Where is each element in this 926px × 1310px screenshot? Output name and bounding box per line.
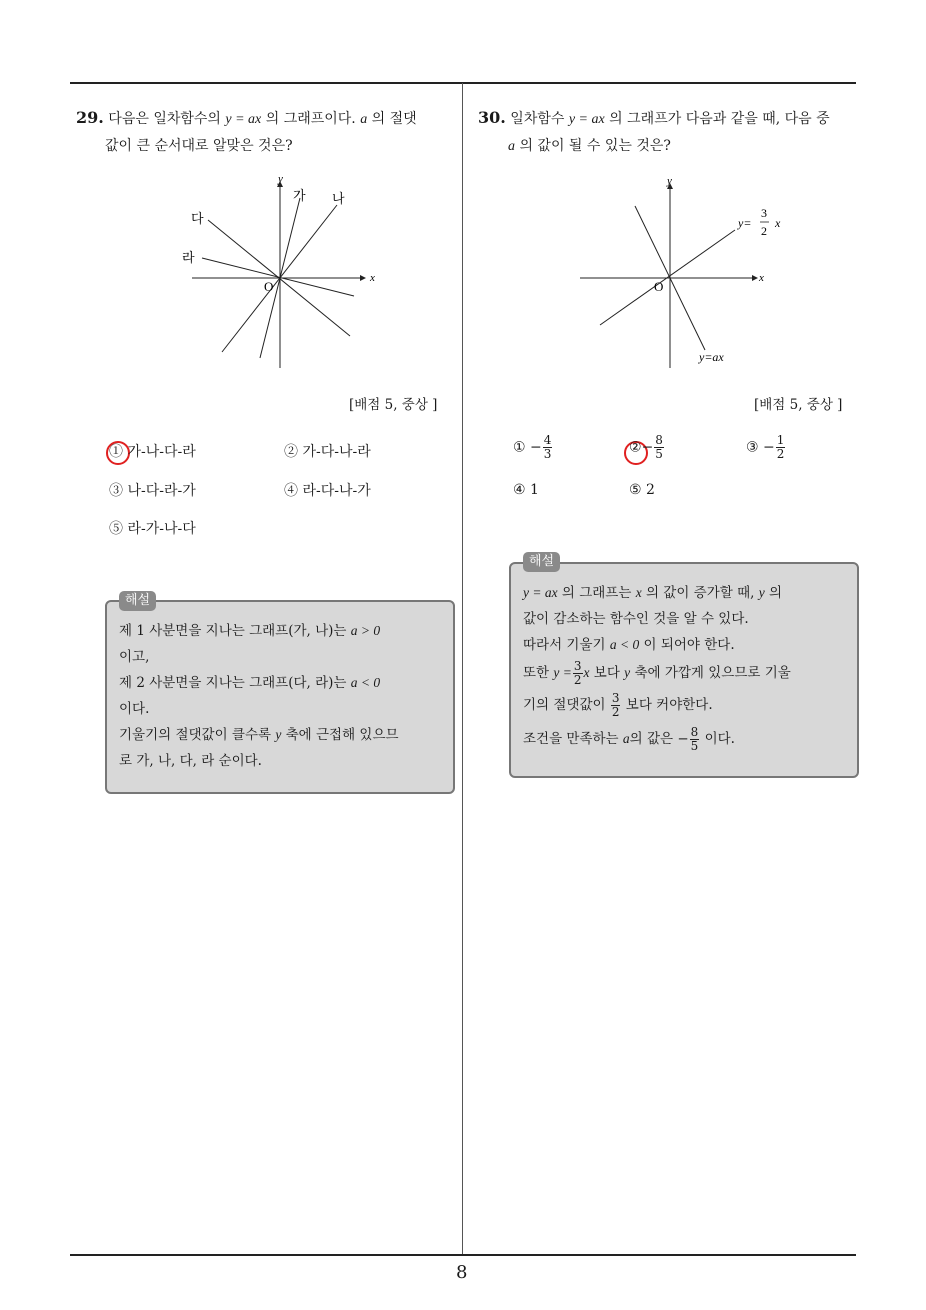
solution-tag-29: 해설 <box>119 591 156 611</box>
equation: y = ax <box>225 112 262 127</box>
line-label-pre: y= <box>738 216 752 230</box>
solution-text: 제 1 사분면을 지나는 그래프(가, 나)는 <box>119 623 351 639</box>
solution-math: y <box>624 665 631 680</box>
bottom-rule <box>70 1254 856 1256</box>
numerator: 8 <box>655 433 663 447</box>
question-number: 29. <box>76 108 104 127</box>
page-number: 8 <box>456 1262 468 1283</box>
fraction <box>611 692 621 719</box>
line-label-ax: y=ax <box>699 350 724 364</box>
solution-text: 이다. <box>700 731 735 747</box>
question-30 <box>478 104 863 160</box>
fraction <box>654 434 664 461</box>
solution-box-30 <box>509 562 859 778</box>
line-ra <box>202 258 354 296</box>
denominator: 3 <box>543 447 552 461</box>
solution-math: y = ax <box>523 585 558 600</box>
origin-label: O <box>264 279 274 294</box>
line-label-ra: 라 <box>182 251 195 266</box>
question-text: 일차함수 <box>510 111 569 127</box>
numerator: 1 <box>776 433 785 447</box>
line-label-na: 나 <box>332 192 345 207</box>
y-axis-label: y <box>278 173 283 185</box>
solution-math: y = <box>553 665 572 680</box>
question-text: 의 절댓 <box>367 111 417 127</box>
solution-text: 조건을 만족하는 <box>523 731 623 747</box>
solution-text: 로 가, 나, 다, 라 순이다. <box>119 753 262 769</box>
fraction <box>776 434 786 461</box>
line-label-da: 다 <box>191 212 204 227</box>
solution-text: 기의 절댓값이 <box>523 697 610 713</box>
solution-math: y <box>758 585 765 600</box>
denominator: 2 <box>611 705 620 719</box>
choice-2[interactable] <box>629 434 665 461</box>
column-divider <box>462 83 463 1255</box>
score-30: [배점 5, 중상 ] <box>754 397 843 413</box>
solution-text: 의 값이 증가할 때, <box>641 585 759 601</box>
question-text: 값이 큰 순서대로 알맞은 것은? <box>105 138 293 154</box>
question-number: 30. <box>478 108 506 127</box>
choice-mark: ③ <box>746 439 759 456</box>
denominator: 5 <box>690 739 699 753</box>
minus-sign: − <box>641 439 654 456</box>
graph-29 <box>180 170 380 370</box>
question-text: 다음은 일차함수의 <box>108 111 226 127</box>
solution-text: 보다 커야한다. <box>621 697 713 713</box>
choice-mark: ⑤ <box>629 482 642 498</box>
question-text: 의 값이 될 수 있는 것은? <box>515 138 671 154</box>
choice-value: 2 <box>646 482 655 498</box>
solution-text: 이고, <box>119 649 150 665</box>
choice-mark: ④ <box>513 482 526 498</box>
solution-math: a > 0 <box>350 623 381 638</box>
numerator: 4 <box>543 433 552 447</box>
question-text: 의 그래프이다. <box>261 111 361 127</box>
choice-2[interactable]: ② 가-다-나-라 <box>284 444 371 460</box>
fraction <box>573 660 583 687</box>
minus-sign: − <box>763 439 775 456</box>
solution-text: 이 되어야 한다. <box>639 637 735 653</box>
choice-mark: ② <box>629 439 642 456</box>
solution-text: 따라서 기울기 <box>523 637 610 653</box>
solution-text: 의 그래프는 <box>557 585 636 601</box>
solution-math: a < 0 <box>350 675 381 690</box>
line-label-ga: 가 <box>293 189 306 204</box>
fraction <box>543 434 553 461</box>
solution-box-29 <box>105 600 455 794</box>
x-axis-label: x <box>370 272 375 284</box>
variable-a: a <box>360 112 368 127</box>
graph-30 <box>575 170 805 375</box>
solution-math: a < 0 <box>609 637 640 652</box>
choice-1[interactable]: ① 가-나-다-라 <box>109 444 196 460</box>
solution-text: 의 값은 − <box>629 731 689 747</box>
choice-3[interactable]: ③ 나-다-라-가 <box>109 483 196 499</box>
question-text: 의 그래프가 다음과 같을 때, 다음 중 <box>604 111 830 127</box>
solution-text: 의 <box>764 585 783 601</box>
line-label-num: 3 <box>761 206 767 220</box>
solution-text: 기울기의 절댓값이 클수록 <box>119 727 276 743</box>
variable-a: a <box>508 139 515 154</box>
origin-label: O <box>654 279 664 294</box>
solution-math: y <box>275 727 282 742</box>
solution-math: x <box>583 665 590 680</box>
solution-text: 제 2 사분면을 지나는 그래프(다, 라)는 <box>119 675 351 691</box>
y-axis-label: y <box>667 175 672 187</box>
numerator: 3 <box>611 691 620 705</box>
solution-text: 축에 가깝게 있으므로 기울 <box>630 665 791 681</box>
choice-4[interactable]: ④ 라-다-나-가 <box>284 483 371 499</box>
solution-text: 값이 감소하는 함수인 것을 알 수 있다. <box>523 611 749 627</box>
choice-value: 1 <box>530 482 539 498</box>
solution-math: x <box>635 585 642 600</box>
solution-math: a <box>622 731 630 746</box>
solution-text: 또한 <box>523 665 554 681</box>
numerator: 3 <box>573 659 582 673</box>
solution-text: 보다 <box>589 665 625 681</box>
denominator: 5 <box>655 447 663 461</box>
choice-mark: ① <box>513 439 526 456</box>
numerator: 8 <box>690 725 699 739</box>
question-29 <box>76 104 456 160</box>
denominator: 2 <box>776 447 785 461</box>
denominator: 2 <box>573 673 582 687</box>
solution-tag-30: 해설 <box>523 552 560 572</box>
choice-4[interactable] <box>513 482 539 498</box>
line-label-den: 2 <box>761 224 767 238</box>
minus-sign: − <box>530 439 542 456</box>
score-29: [배점 5, 중상 ] <box>349 397 438 413</box>
solution-text: 축에 근접해 있으므 <box>281 727 399 743</box>
line-label-post: x <box>775 216 781 230</box>
top-rule <box>70 82 856 84</box>
equation: y = ax <box>568 112 605 127</box>
fraction <box>690 726 700 753</box>
solution-text: 이다. <box>119 701 150 717</box>
choice-5[interactable] <box>629 482 655 498</box>
choice-5[interactable]: ⑤ 라-가-나-다 <box>109 521 196 537</box>
x-axis-label: x <box>759 272 764 284</box>
choice-3[interactable] <box>746 434 786 461</box>
choice-1[interactable] <box>513 434 553 461</box>
